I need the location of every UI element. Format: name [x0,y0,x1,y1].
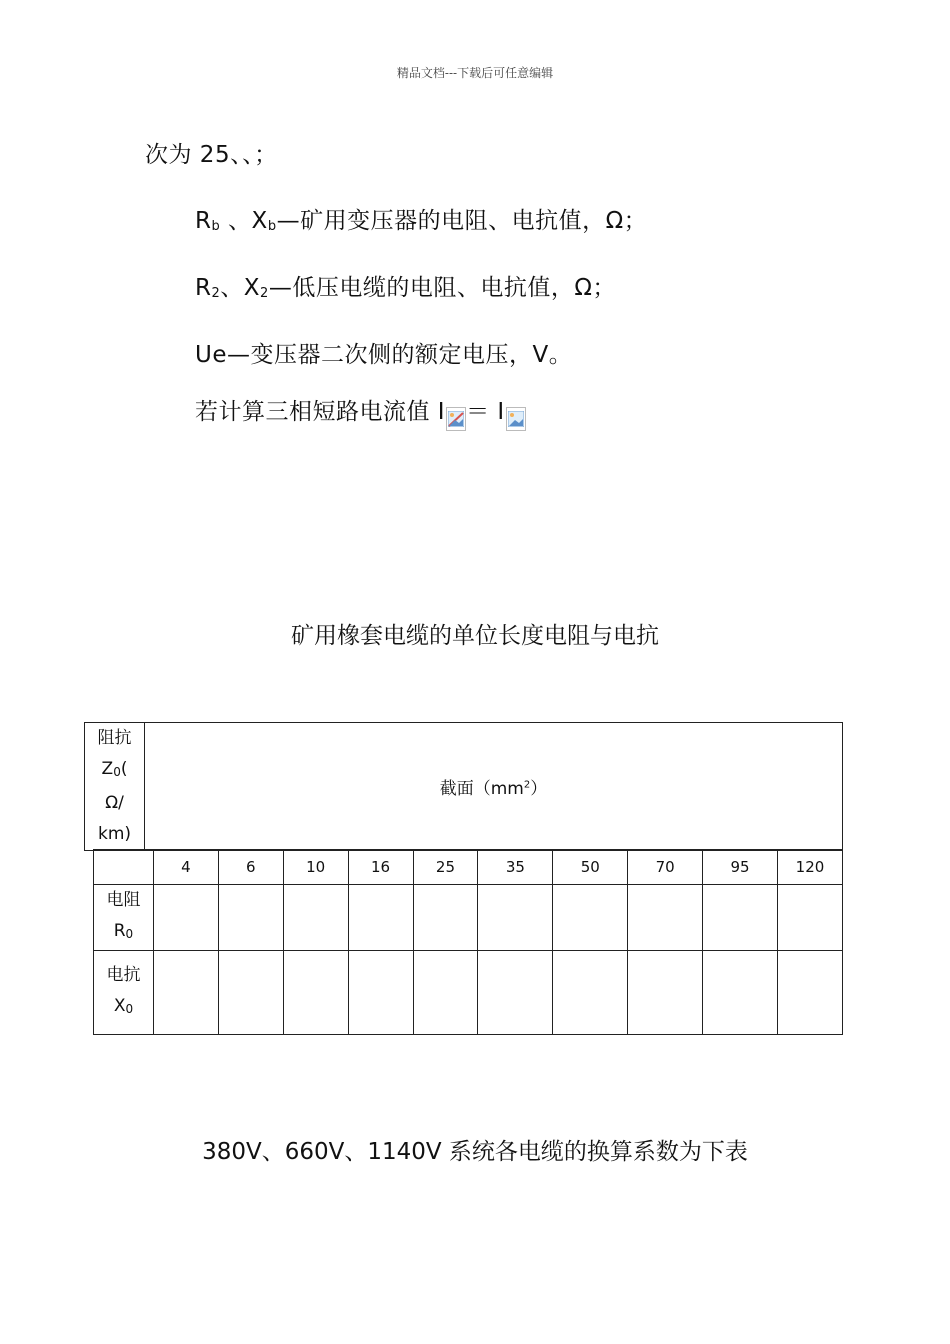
corner-label-3: Ω/ [105,793,124,813]
column-header-cell: 16 [348,850,413,885]
column-header-cell: 25 [413,850,478,885]
table-cell [478,885,553,951]
row-label-line-1: 电阻 [106,890,141,910]
broken-image-icon [446,407,466,431]
column-header-cell: 70 [628,850,703,885]
cable-resistance-table-body [93,849,843,1035]
table-corner-cell [85,723,145,851]
table-cell [413,951,478,1035]
table-cell [283,951,348,1035]
text-line-r2-x2: R2、X2—低压电缆的电阻、电抗值，Ω； [195,275,616,301]
table-cell [218,951,283,1035]
corner-label-4: km) [97,824,132,844]
table-header-row [85,723,843,851]
row-label-line-1: 电抗 [106,965,141,985]
footer-caption: 380V、660V、1140V 系统各电缆的换算系数为下表 [202,1139,748,1165]
text-line-1: 次为 25、、； [145,142,278,168]
row-label-reactance [94,951,154,1035]
table-row [94,850,843,885]
table-row [94,885,843,951]
column-header-cell: 120 [777,850,842,885]
table-cell [628,951,703,1035]
row-label-line-2: R0 [113,921,134,941]
corner-label-2: Z0( [101,759,128,779]
column-header-cell: 4 [153,850,218,885]
table-row [94,951,843,1035]
table-cell [553,885,628,951]
table-cell [413,885,478,951]
text-line-ue: Ue—变压器二次侧的额定电压，V。 [195,342,573,368]
table-cell [703,951,778,1035]
column-header-cell: 50 [553,850,628,885]
table-caption: 矿用橡套电缆的单位长度电阻与电抗 [291,623,659,649]
table-cell [478,951,553,1035]
cable-resistance-table [84,722,843,851]
row-label-line-2: X0 [113,996,134,1016]
corner-label-1: 阻抗 [97,728,132,748]
section-header-cell: 截面$(mm^2)$ [145,723,843,851]
table-cell [218,885,283,951]
text-line-rb-xb: Rb 、Xb—矿用变压器的电阻、电抗值，Ω； [195,208,648,234]
table-cell [777,885,842,951]
column-header-cell: 35 [478,850,553,885]
table-cell [348,885,413,951]
table-cell [628,885,703,951]
column-header-cell: 6 [218,850,283,885]
table-cell [553,951,628,1035]
table-cell [348,951,413,1035]
page-header: 精品文档---下载后可任意编辑 [396,66,554,80]
column-header-cell: 10 [283,850,348,885]
table-cell [777,951,842,1035]
table-cell [153,885,218,951]
broken-image-icon [506,407,526,431]
table-cell [703,885,778,951]
table-cell [94,850,154,885]
text-line-short-circuit: 若计算三相短路电流值 I ＝ I [195,393,526,431]
table-cell [153,951,218,1035]
table-cell [283,885,348,951]
row-label-resistance [94,885,154,951]
column-header-cell: 95 [703,850,778,885]
